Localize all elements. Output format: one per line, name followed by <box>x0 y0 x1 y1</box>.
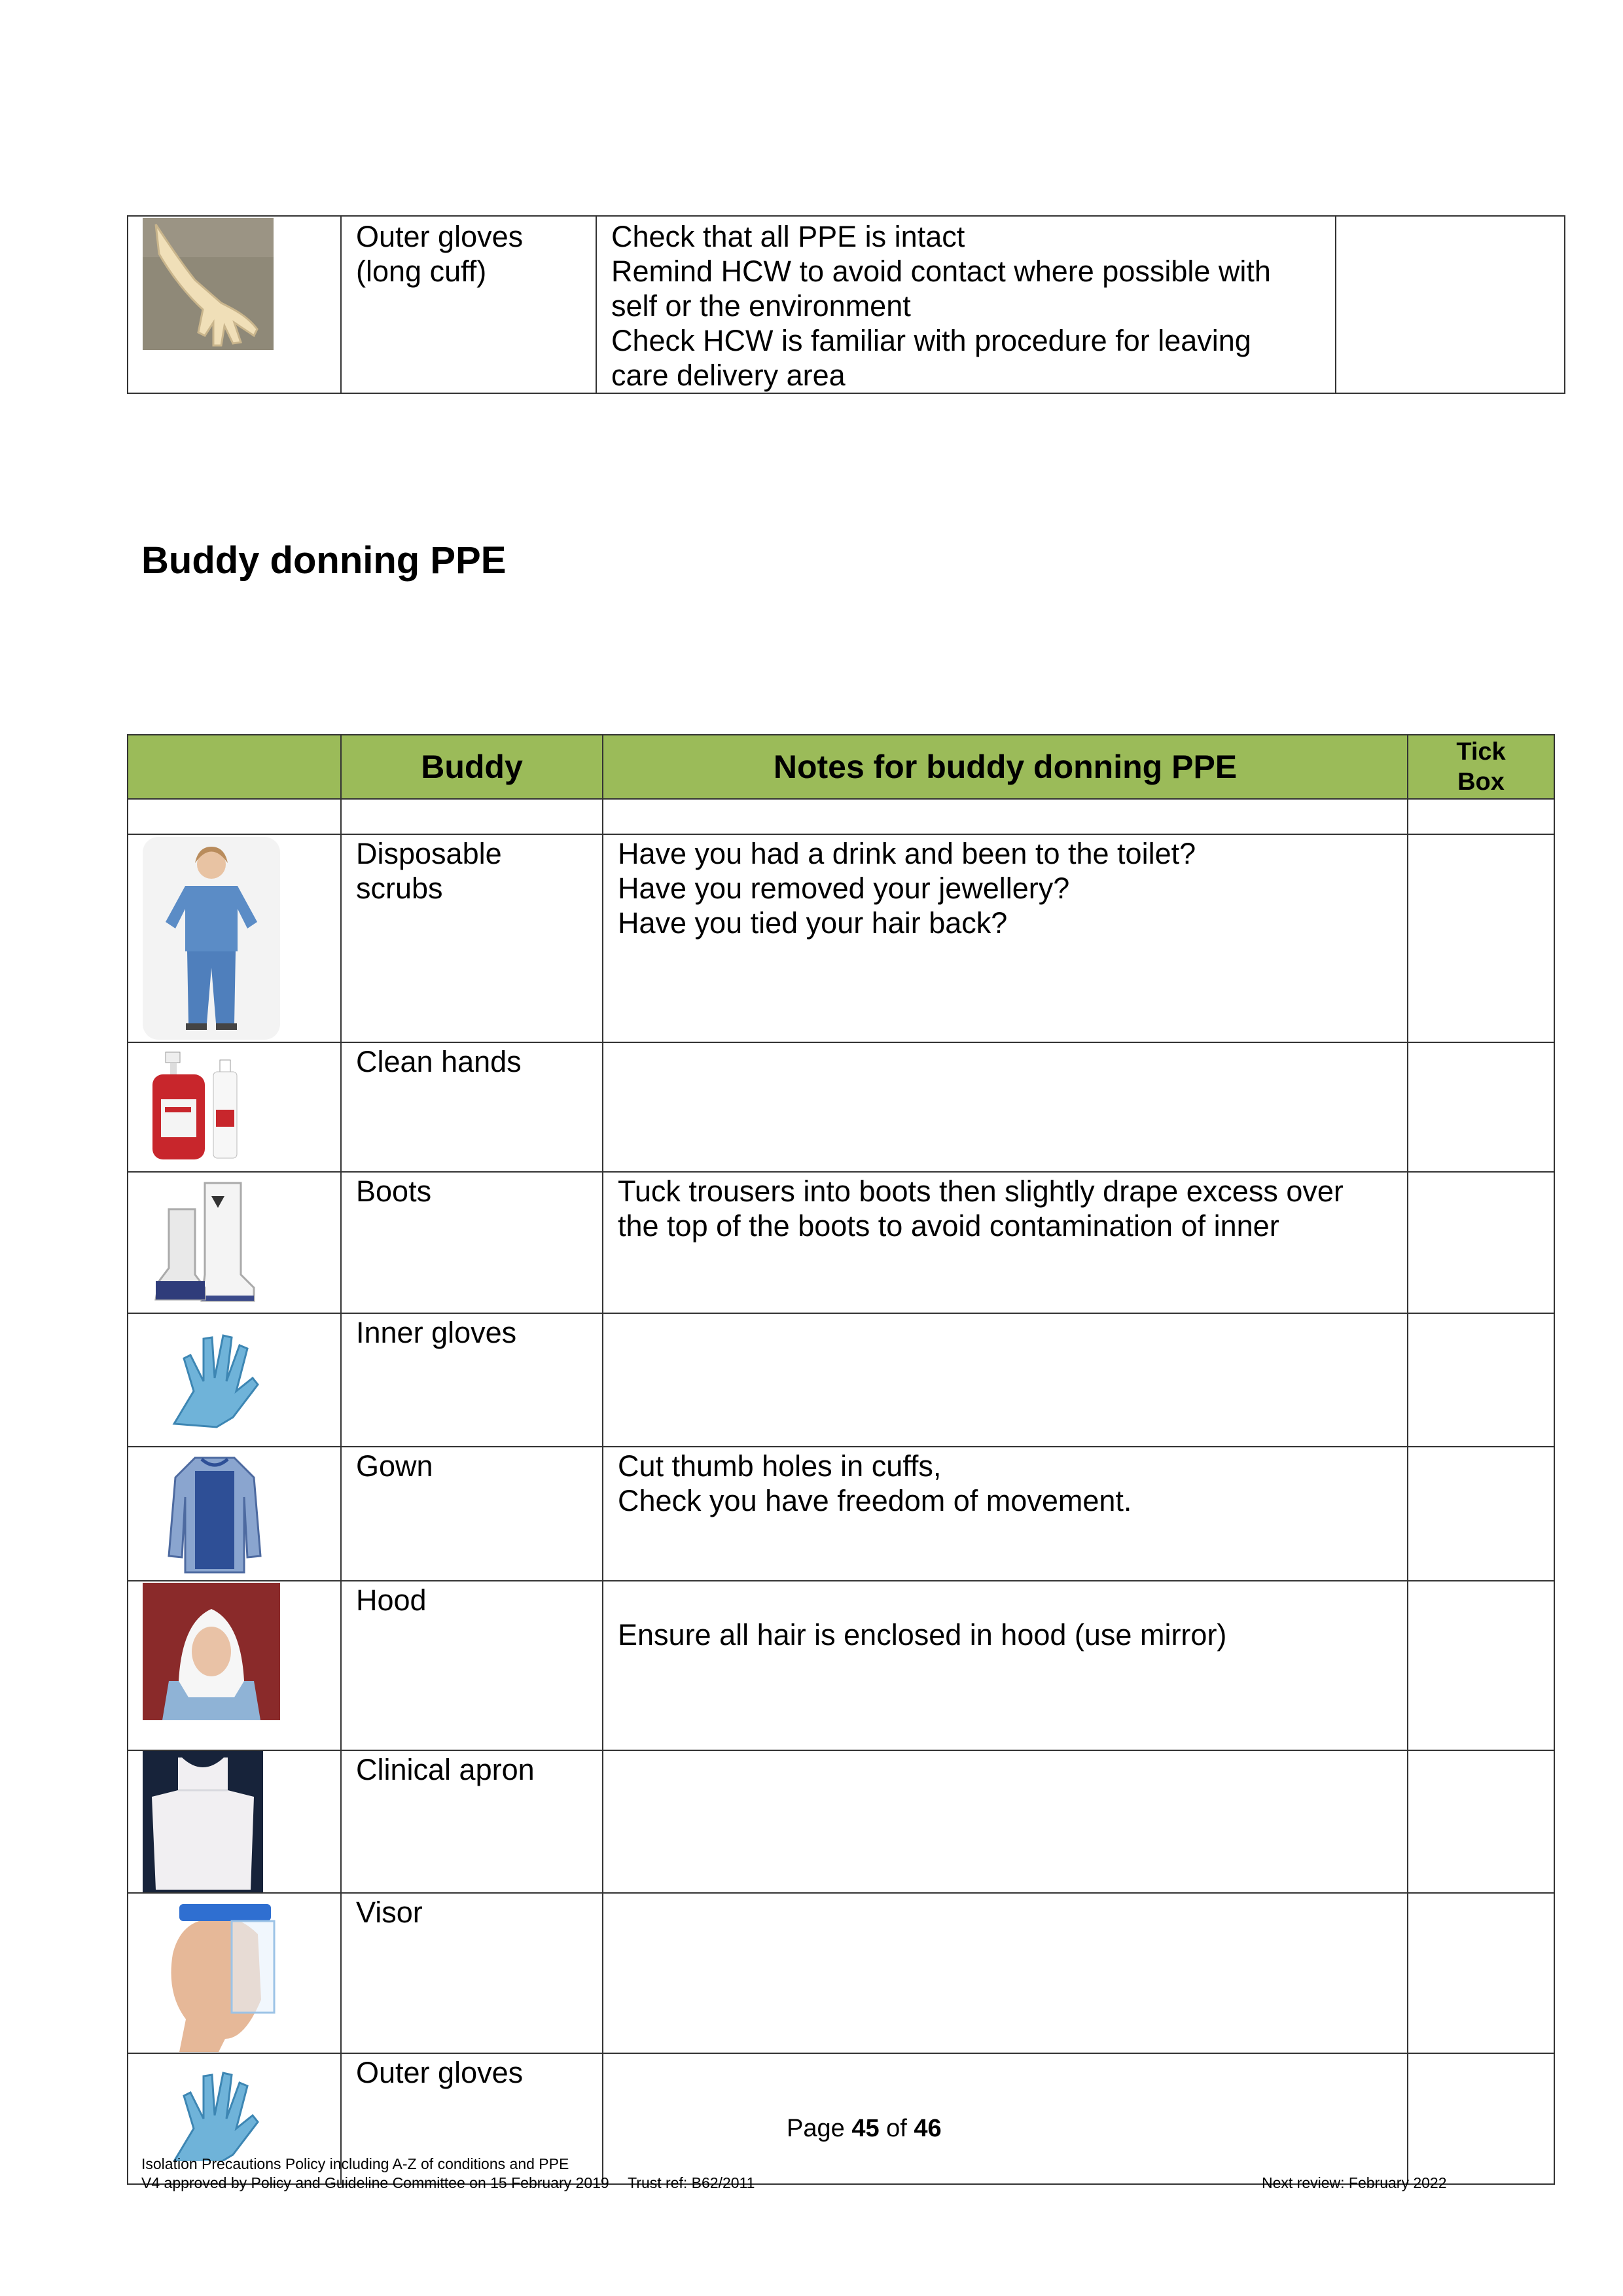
table-row <box>128 216 1565 393</box>
table-row <box>128 1447 1554 1581</box>
image-cell <box>128 1447 341 1581</box>
header-buddy-label: Buddy <box>421 749 523 785</box>
tick-box-cell[interactable] <box>1408 1042 1554 1172</box>
table-row <box>128 1172 1554 1313</box>
item-notes: Have you had a drink and been to the toilet? Have you removed your jewellery? Have you tied your hair back? <box>618 837 1196 940</box>
tick-box-cell[interactable] <box>1408 1172 1554 1313</box>
blue-glove-photo <box>154 2057 266 2161</box>
hood-photo <box>143 1583 280 1720</box>
header-tick <box>1408 735 1554 799</box>
notes-cell <box>603 834 1408 1042</box>
notes-cell <box>603 1172 1408 1313</box>
item-label: Clinical apron <box>356 1753 535 1786</box>
empty-cell <box>128 799 341 834</box>
apron-photo <box>143 1751 263 1892</box>
notes-cell <box>603 1042 1408 1172</box>
tick-box-cell[interactable] <box>1336 216 1565 393</box>
item-cell <box>341 1447 603 1581</box>
item-label: Inner gloves <box>356 1316 517 1349</box>
visor-photo <box>153 1895 277 2052</box>
boots-photo <box>143 1176 260 1307</box>
notes-cell <box>603 1447 1408 1581</box>
notes-cell <box>596 216 1336 393</box>
footer-approval-line <box>141 2174 755 2192</box>
header-row <box>128 735 1554 799</box>
header-image-cell <box>128 735 341 799</box>
footer-policy-line: Isolation Precautions Policy including A-Z of conditions and PPE <box>141 2155 569 2172</box>
notes-cell <box>603 1313 1408 1447</box>
item-label: Disposable scrubs <box>356 837 502 905</box>
tick-box-cell[interactable] <box>1408 1893 1554 2053</box>
item-cell <box>341 1750 603 1893</box>
item-cell <box>341 1581 603 1750</box>
tick-box-cell[interactable] <box>1408 1313 1554 1447</box>
image-cell <box>128 1042 341 1172</box>
item-label: Outer gloves (long cuff) <box>356 220 524 288</box>
page-current: 45 <box>851 2115 880 2142</box>
item-label: Boots <box>356 1174 432 1208</box>
top-table <box>127 215 1565 394</box>
item-label: Outer gloves <box>356 2056 524 2089</box>
item-label: Visor <box>356 1896 423 1929</box>
item-notes: Tuck trousers into boots then slightly drape excess over the top of the boots to avoid contamination of inner <box>618 1174 1344 1243</box>
item-cell <box>341 1893 603 2053</box>
table-row <box>128 1581 1554 1750</box>
item-notes: Ensure all hair is enclosed in hood (use mirror) <box>618 1618 1227 1651</box>
table-row <box>128 1750 1554 1893</box>
long-cuff-glove-photo <box>143 218 274 350</box>
empty-cell <box>341 799 603 834</box>
tick-box-cell[interactable] <box>1408 2053 1554 2184</box>
header-tick-label: Tick Box <box>1456 738 1506 796</box>
item-cell <box>341 834 603 1042</box>
notes-cell <box>603 2053 1408 2184</box>
image-cell <box>128 1313 341 1447</box>
item-label: Gown <box>356 1449 433 1483</box>
page-number <box>787 2115 942 2143</box>
image-cell <box>128 216 341 393</box>
tick-box-cell[interactable] <box>1408 1581 1554 1750</box>
empty-row <box>128 799 1554 834</box>
blue-glove-photo <box>154 1319 266 1430</box>
empty-cell <box>603 799 1408 834</box>
hand-sanitiser-photo <box>149 1047 247 1162</box>
notes-cell <box>603 1893 1408 2053</box>
section-title: Buddy donning PPE <box>141 539 507 582</box>
item-notes: Cut thumb holes in cuffs, Check you have freedom of movement. <box>618 1449 1132 1517</box>
table-row <box>128 1313 1554 1447</box>
image-cell <box>128 1893 341 2053</box>
person-in-scrubs-photo <box>143 837 280 1040</box>
image-cell <box>128 834 341 1042</box>
tick-box-cell[interactable] <box>1408 834 1554 1042</box>
item-cell <box>341 216 596 393</box>
footer-approval: V4 approved by Policy and Guideline Committee on 15 February 2019 <box>141 2174 609 2191</box>
item-label: Clean hands <box>356 1045 522 1078</box>
header-notes-label: Notes for buddy donning PPE <box>773 749 1238 785</box>
item-notes: Check that all PPE is intact Remind HCW to avoid contact where possible with self or the environment Check HCW is familiar with procedure for leaving care delivery area <box>611 220 1271 392</box>
table-row <box>128 1893 1554 2053</box>
image-cell <box>128 1750 341 1893</box>
notes-cell <box>603 1581 1408 1750</box>
item-cell <box>341 1172 603 1313</box>
notes-cell <box>603 1750 1408 1893</box>
image-cell <box>128 1172 341 1313</box>
item-cell <box>341 1042 603 1172</box>
tick-box-cell[interactable] <box>1408 1447 1554 1581</box>
page-of: of <box>886 2115 907 2142</box>
footer-trust-ref: Trust ref: B62/2011 <box>628 2174 755 2191</box>
header-notes <box>603 735 1408 799</box>
gown-photo <box>162 1451 267 1576</box>
table-row <box>128 1042 1554 1172</box>
header-buddy <box>341 735 603 799</box>
item-cell <box>341 1313 603 1447</box>
empty-cell <box>1408 799 1554 834</box>
buddy-donning-table <box>127 734 1555 2185</box>
page-total: 46 <box>914 2115 942 2142</box>
item-label: Hood <box>356 1583 427 1617</box>
tick-box-cell[interactable] <box>1408 1750 1554 1893</box>
image-cell <box>128 1581 341 1750</box>
table-row <box>128 834 1554 1042</box>
footer-next-review: Next review: February 2022 <box>1262 2174 1447 2191</box>
page-label: Page <box>787 2115 845 2142</box>
